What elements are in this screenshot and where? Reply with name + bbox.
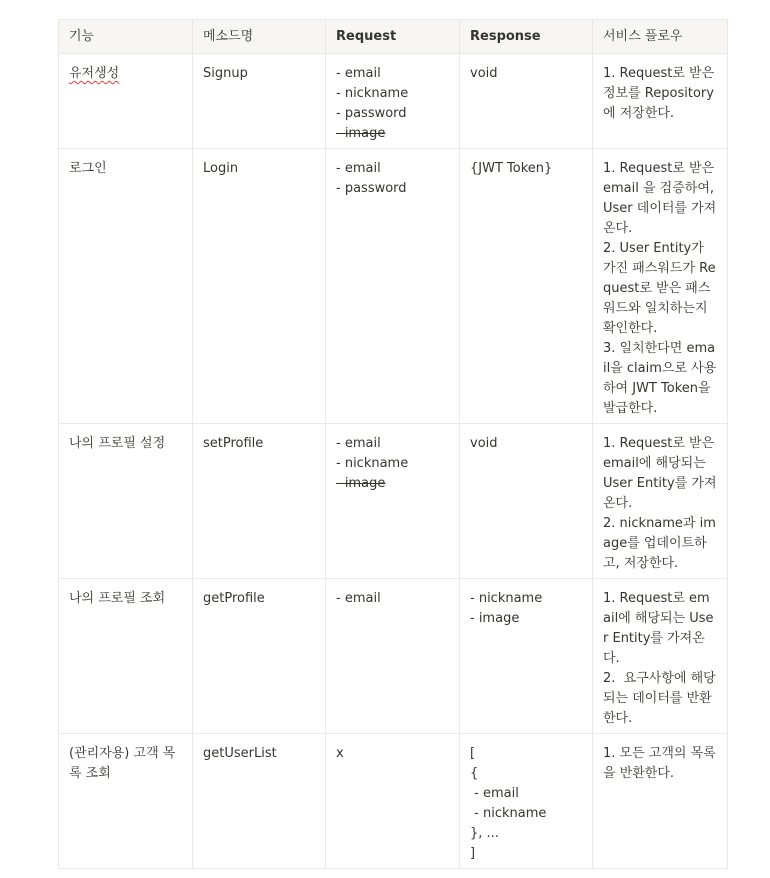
request-cell bbox=[326, 579, 460, 734]
response-cell bbox=[460, 734, 593, 869]
flow-step: 1. 모든 고객의 목록을 반환한다. bbox=[603, 746, 716, 781]
flow-step: 1. Request로 email에 해당되는 User Entity를 가져온다. bbox=[603, 591, 714, 666]
request-cell bbox=[326, 149, 460, 424]
request-item: x bbox=[336, 746, 344, 761]
table-row bbox=[59, 579, 728, 734]
header-request: Request bbox=[326, 20, 460, 54]
response-item: }, ... bbox=[470, 826, 499, 841]
response-item: void bbox=[470, 436, 498, 451]
flow-step: 1. Request로 받은 정보를 Repository에 저장한다. bbox=[603, 66, 719, 121]
feature-text: 유저생성 bbox=[69, 66, 120, 81]
header-response: Response bbox=[460, 20, 593, 54]
flow-step: 1. Request로 받은 email 을 검증하여, User 데이터를 가져온다. bbox=[603, 161, 719, 236]
table-row bbox=[59, 54, 728, 149]
header-method: 메소드명 bbox=[193, 20, 326, 54]
request-cell bbox=[326, 54, 460, 149]
request-item: - email bbox=[336, 161, 381, 176]
flow-cell bbox=[593, 149, 728, 424]
response-cell bbox=[460, 424, 593, 579]
feature-cell: 나의 프로필 설정 bbox=[59, 424, 193, 579]
request-item: - nickname bbox=[336, 456, 409, 471]
method-cell: Login bbox=[193, 149, 326, 424]
table-row bbox=[59, 424, 728, 579]
feature-cell bbox=[59, 54, 193, 149]
request-cell bbox=[326, 424, 460, 579]
method-cell: Signup bbox=[193, 54, 326, 149]
request-item-struck: - image bbox=[336, 476, 386, 491]
response-item: { bbox=[470, 766, 479, 781]
response-item: ] bbox=[470, 846, 476, 861]
table-header-row bbox=[59, 20, 728, 54]
request-cell bbox=[326, 734, 460, 869]
table-row bbox=[59, 734, 728, 869]
response-cell bbox=[460, 149, 593, 424]
method-cell: getUserList bbox=[193, 734, 326, 869]
flow-step: 2. 요구사항에 해당되는 데이터를 반환한다. bbox=[603, 671, 716, 726]
feature-cell: 나의 프로필 조회 bbox=[59, 579, 193, 734]
response-cell bbox=[460, 579, 593, 734]
response-item: - nickname bbox=[470, 591, 543, 606]
flow-cell bbox=[593, 734, 728, 869]
flow-step: 2. User Entity가 가진 패스워드가 Request로 받은 패스워드와 일치하는지 확인한다. bbox=[603, 241, 716, 336]
feature-cell: (관리자용) 고객 목록 조회 bbox=[59, 734, 193, 869]
flow-cell bbox=[593, 579, 728, 734]
header-feature: 기능 bbox=[59, 20, 193, 54]
flow-step: 3. 일치한다면 email을 claim으로 사용하여 JWT Token을 발급한다. bbox=[603, 341, 717, 416]
flow-step: 2. nickname과 image를 업데이트하고, 저장한다. bbox=[603, 516, 716, 571]
table-row bbox=[59, 149, 728, 424]
request-item: - email bbox=[336, 591, 381, 606]
request-item-struck: - image bbox=[336, 126, 386, 141]
flow-step: 1. Request로 받은 email에 해당되는 User Entity를 가져온다. bbox=[603, 436, 719, 511]
request-item: - email bbox=[336, 66, 381, 81]
request-item: - nickname bbox=[336, 86, 409, 101]
method-cell: setProfile bbox=[193, 424, 326, 579]
response-item: {JWT Token} bbox=[470, 161, 553, 176]
feature-cell: 로그인 bbox=[59, 149, 193, 424]
api-spec-table bbox=[58, 19, 728, 869]
response-item: - email bbox=[470, 786, 519, 801]
response-item: [ bbox=[470, 746, 476, 761]
response-item: - nickname bbox=[470, 806, 547, 821]
response-cell bbox=[460, 54, 593, 149]
request-item: - password bbox=[336, 181, 407, 196]
response-item: void bbox=[470, 66, 498, 81]
request-item: - email bbox=[336, 436, 381, 451]
header-flow: 서비스 플로우 bbox=[593, 20, 728, 54]
flow-cell bbox=[593, 54, 728, 149]
request-item: - password bbox=[336, 106, 407, 121]
response-item: - image bbox=[470, 611, 520, 626]
method-cell: getProfile bbox=[193, 579, 326, 734]
flow-cell bbox=[593, 424, 728, 579]
